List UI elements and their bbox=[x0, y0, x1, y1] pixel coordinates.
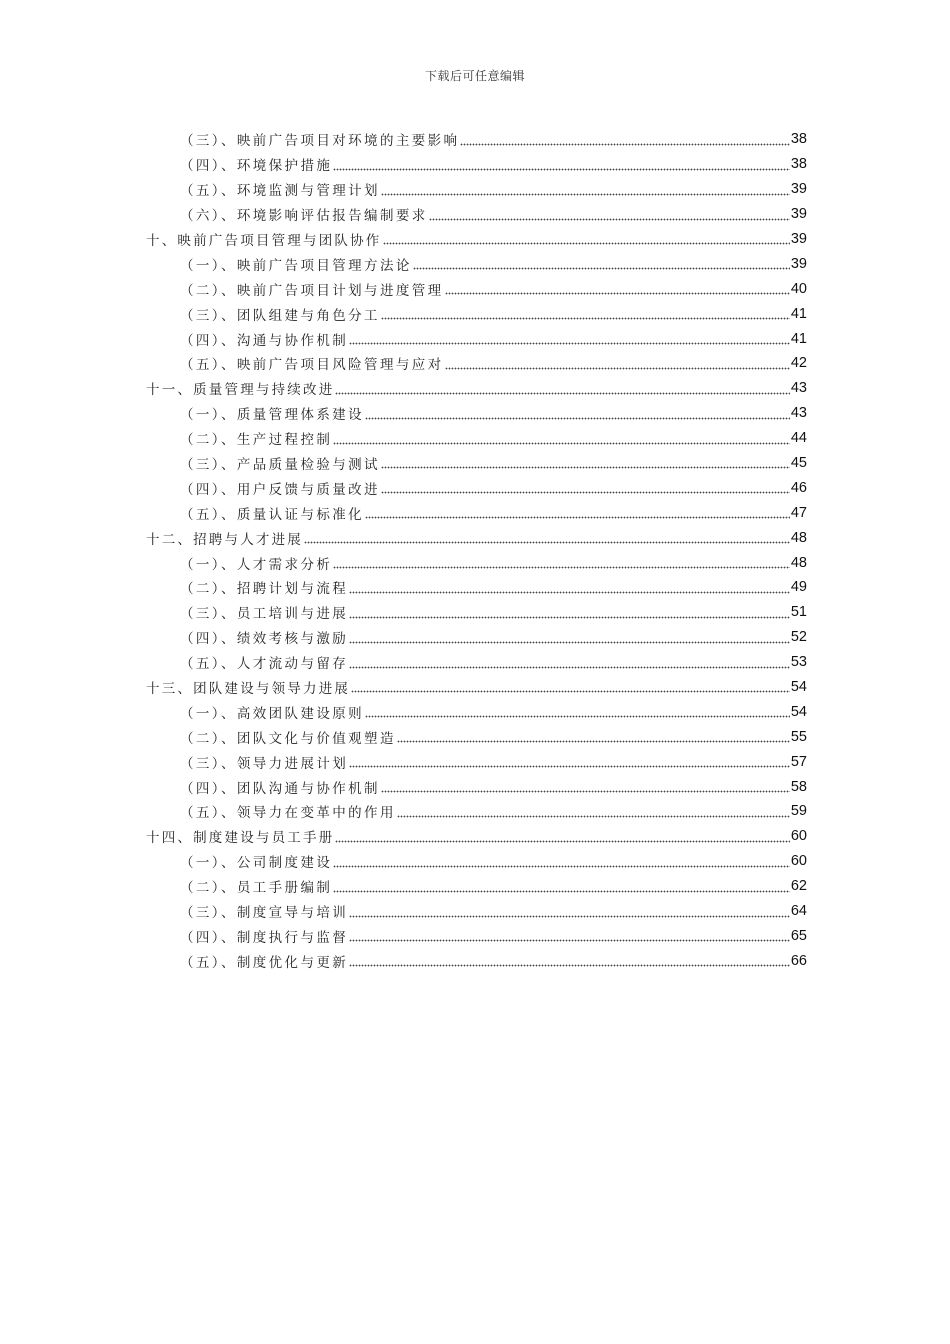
toc-dot-leader bbox=[365, 510, 790, 519]
toc-dot-leader bbox=[333, 162, 790, 171]
toc-section-entry[interactable] bbox=[146, 724, 807, 749]
toc-entry-title: （三）、制度宣导与培训 bbox=[180, 905, 349, 922]
toc-dot-leader bbox=[381, 784, 790, 793]
toc-entry-title: （一）、人才需求分析 bbox=[180, 556, 333, 573]
toc-entry-title: （三）、映前广告项目对环境的主要影响 bbox=[180, 133, 460, 150]
toc-entry-title: （二）、团队文化与价值观塑造 bbox=[180, 730, 396, 747]
toc-page-number: 59 bbox=[790, 803, 807, 820]
toc-entry-title: （一）、高效团队建设原则 bbox=[180, 705, 365, 722]
toc-entry-title: （五）、领导力在变革中的作用 bbox=[180, 805, 396, 822]
toc-section-entry[interactable] bbox=[146, 276, 807, 301]
toc-dot-leader bbox=[349, 660, 790, 669]
toc-dot-leader bbox=[445, 361, 790, 370]
toc-entry-title: 十四、制度建设与员工手册 bbox=[146, 830, 335, 847]
toc-dot-leader bbox=[333, 560, 790, 569]
toc-chapter-entry[interactable] bbox=[146, 525, 807, 550]
toc-entry-title: （五）、制度优化与更新 bbox=[180, 954, 349, 971]
toc-page-number: 38 bbox=[790, 156, 807, 173]
toc-section-entry[interactable] bbox=[146, 899, 807, 924]
toc-section-entry[interactable] bbox=[146, 550, 807, 575]
page-header: 下载后可任意编辑 bbox=[424, 69, 525, 83]
toc-page-number: 60 bbox=[790, 828, 807, 845]
toc-page-number: 45 bbox=[790, 455, 807, 472]
toc-page-number: 64 bbox=[790, 903, 807, 920]
toc-dot-leader bbox=[397, 734, 790, 743]
toc-dot-leader bbox=[333, 884, 790, 893]
toc-dot-leader bbox=[349, 933, 790, 942]
toc-page-number: 43 bbox=[790, 380, 807, 397]
toc-entry-title: 十二、招聘与人才进展 bbox=[146, 531, 303, 548]
toc-entry-title: 十一、质量管理与持续改进 bbox=[146, 382, 335, 399]
toc-page-number: 39 bbox=[790, 181, 807, 198]
toc-dot-leader bbox=[349, 585, 790, 594]
toc-dot-leader bbox=[413, 261, 790, 270]
toc-section-entry[interactable] bbox=[146, 301, 807, 326]
toc-dot-leader bbox=[381, 460, 790, 469]
toc-entry-title: （二）、生产过程控制 bbox=[180, 432, 333, 449]
toc-dot-leader bbox=[397, 809, 790, 818]
toc-entry-title: 十三、团队建设与领导力进展 bbox=[146, 681, 351, 698]
toc-chapter-entry[interactable] bbox=[146, 376, 807, 401]
toc-page-number: 42 bbox=[790, 355, 807, 372]
toc-dot-leader bbox=[333, 859, 790, 868]
toc-section-entry[interactable] bbox=[146, 451, 807, 476]
toc-page-number: 39 bbox=[790, 206, 807, 223]
toc-dot-leader bbox=[333, 436, 790, 445]
toc-page-number: 60 bbox=[790, 853, 807, 870]
toc-section-entry[interactable] bbox=[146, 426, 807, 451]
toc-section-entry[interactable] bbox=[146, 401, 807, 426]
toc-entry-title: （五）、质量认证与标准化 bbox=[180, 506, 365, 523]
toc-section-entry[interactable] bbox=[146, 251, 807, 276]
toc-page-number: 65 bbox=[790, 927, 807, 944]
toc-page-number: 52 bbox=[790, 629, 807, 646]
toc-section-entry[interactable] bbox=[146, 326, 807, 351]
toc-section-entry[interactable] bbox=[146, 152, 807, 177]
toc-dot-leader bbox=[349, 759, 790, 768]
toc-dot-leader bbox=[335, 834, 789, 843]
toc-entry-title: （三）、团队组建与角色分工 bbox=[180, 307, 380, 324]
toc-entry-title: （三）、产品质量检验与测试 bbox=[180, 457, 380, 474]
toc-entry-title: （五）、人才流动与留存 bbox=[180, 656, 349, 673]
toc-page-number: 62 bbox=[790, 878, 807, 895]
toc-section-entry[interactable] bbox=[146, 351, 807, 376]
toc-dot-leader bbox=[349, 336, 790, 345]
toc-section-entry[interactable] bbox=[146, 600, 807, 625]
toc-section-entry[interactable] bbox=[146, 799, 807, 824]
toc-page-number: 44 bbox=[790, 430, 807, 447]
toc-page-number: 41 bbox=[790, 330, 807, 347]
toc-section-entry[interactable] bbox=[146, 475, 807, 500]
toc-section-entry[interactable] bbox=[146, 924, 807, 949]
toc-entry-title: （四）、用户反馈与质量改进 bbox=[180, 481, 380, 498]
toc-dot-leader bbox=[381, 187, 790, 196]
toc-section-entry[interactable] bbox=[146, 948, 807, 973]
toc-page-number: 40 bbox=[790, 280, 807, 297]
toc-dot-leader bbox=[429, 212, 790, 221]
toc-dot-leader bbox=[349, 610, 790, 619]
toc-dot-leader bbox=[381, 311, 790, 320]
toc-page-number: 38 bbox=[790, 131, 807, 148]
toc-dot-leader bbox=[351, 684, 790, 693]
toc-section-entry[interactable] bbox=[146, 500, 807, 525]
toc-page-number: 49 bbox=[790, 579, 807, 596]
toc-page-number: 53 bbox=[790, 654, 807, 671]
toc-section-entry[interactable] bbox=[146, 575, 807, 600]
toc-entry-title: （一）、质量管理体系建设 bbox=[180, 407, 365, 424]
toc-section-entry[interactable] bbox=[146, 650, 807, 675]
toc-dot-leader bbox=[335, 386, 789, 395]
toc-dot-leader bbox=[349, 909, 790, 918]
toc-dot-leader bbox=[460, 137, 789, 146]
toc-entry-title: （五）、环境监测与管理计划 bbox=[180, 183, 380, 200]
toc-page-number: 54 bbox=[790, 703, 807, 720]
toc-section-entry[interactable] bbox=[146, 202, 807, 227]
toc-page-number: 54 bbox=[790, 679, 807, 696]
toc-entry-title: （四）、团队沟通与协作机制 bbox=[180, 780, 380, 797]
toc-chapter-entry[interactable] bbox=[146, 227, 807, 252]
toc-section-entry[interactable] bbox=[146, 625, 807, 650]
toc-entry-title: （四）、制度执行与监督 bbox=[180, 929, 349, 946]
toc-entry-title: （二）、员工手册编制 bbox=[180, 880, 333, 897]
toc-page-number: 58 bbox=[790, 778, 807, 795]
toc-chapter-entry[interactable] bbox=[146, 675, 807, 700]
toc-entry-title: （一）、公司制度建设 bbox=[180, 855, 333, 872]
toc-page-number: 41 bbox=[790, 305, 807, 322]
toc-page-number: 55 bbox=[790, 728, 807, 745]
toc-page-number: 46 bbox=[790, 479, 807, 496]
toc-entry-title: （三）、领导力进展计划 bbox=[180, 755, 349, 772]
toc-dot-leader bbox=[365, 709, 790, 718]
toc-dot-leader bbox=[445, 286, 790, 295]
toc-entry-title: （四）、环境保护措施 bbox=[180, 158, 333, 175]
toc-dot-leader bbox=[383, 236, 790, 245]
toc-chapter-entry[interactable] bbox=[146, 824, 807, 849]
toc-entry-title: （六）、环境影响评估报告编制要求 bbox=[180, 208, 428, 225]
toc-entry-title: （一）、映前广告项目管理方法论 bbox=[180, 257, 412, 274]
toc-entry-title: （二）、招聘计划与流程 bbox=[180, 581, 349, 598]
toc-entry-title: 十、映前广告项目管理与团队协作 bbox=[146, 233, 382, 249]
toc-section-entry[interactable] bbox=[146, 849, 807, 874]
toc-section-entry[interactable] bbox=[146, 874, 807, 899]
toc-section-entry[interactable] bbox=[146, 127, 807, 152]
toc-page-number: 51 bbox=[790, 604, 807, 621]
toc-entry-title: （二）、映前广告项目计划与进度管理 bbox=[180, 282, 444, 299]
toc-entry-title: （五）、映前广告项目风险管理与应对 bbox=[180, 357, 444, 374]
toc-section-entry[interactable] bbox=[146, 749, 807, 774]
toc-page-number: 39 bbox=[790, 255, 807, 272]
table-of-contents bbox=[146, 127, 807, 973]
toc-section-entry[interactable] bbox=[146, 699, 807, 724]
toc-entry-title: （四）、沟通与协作机制 bbox=[180, 332, 349, 349]
toc-page-number: 39 bbox=[790, 231, 807, 247]
toc-page-number: 47 bbox=[790, 504, 807, 521]
toc-dot-leader bbox=[381, 485, 790, 494]
toc-page-number: 66 bbox=[790, 952, 807, 969]
toc-entry-title: （三）、员工培训与进展 bbox=[180, 606, 349, 623]
toc-dot-leader bbox=[304, 535, 790, 544]
toc-page-number: 48 bbox=[790, 529, 807, 546]
toc-entry-title: （四）、绩效考核与激励 bbox=[180, 631, 349, 648]
toc-dot-leader bbox=[349, 958, 790, 967]
toc-page-number: 57 bbox=[790, 753, 807, 770]
toc-dot-leader bbox=[349, 635, 790, 644]
toc-page-number: 48 bbox=[790, 554, 807, 571]
toc-section-entry[interactable] bbox=[146, 177, 807, 202]
toc-page-number: 43 bbox=[790, 405, 807, 422]
toc-section-entry[interactable] bbox=[146, 774, 807, 799]
toc-dot-leader bbox=[365, 411, 790, 420]
